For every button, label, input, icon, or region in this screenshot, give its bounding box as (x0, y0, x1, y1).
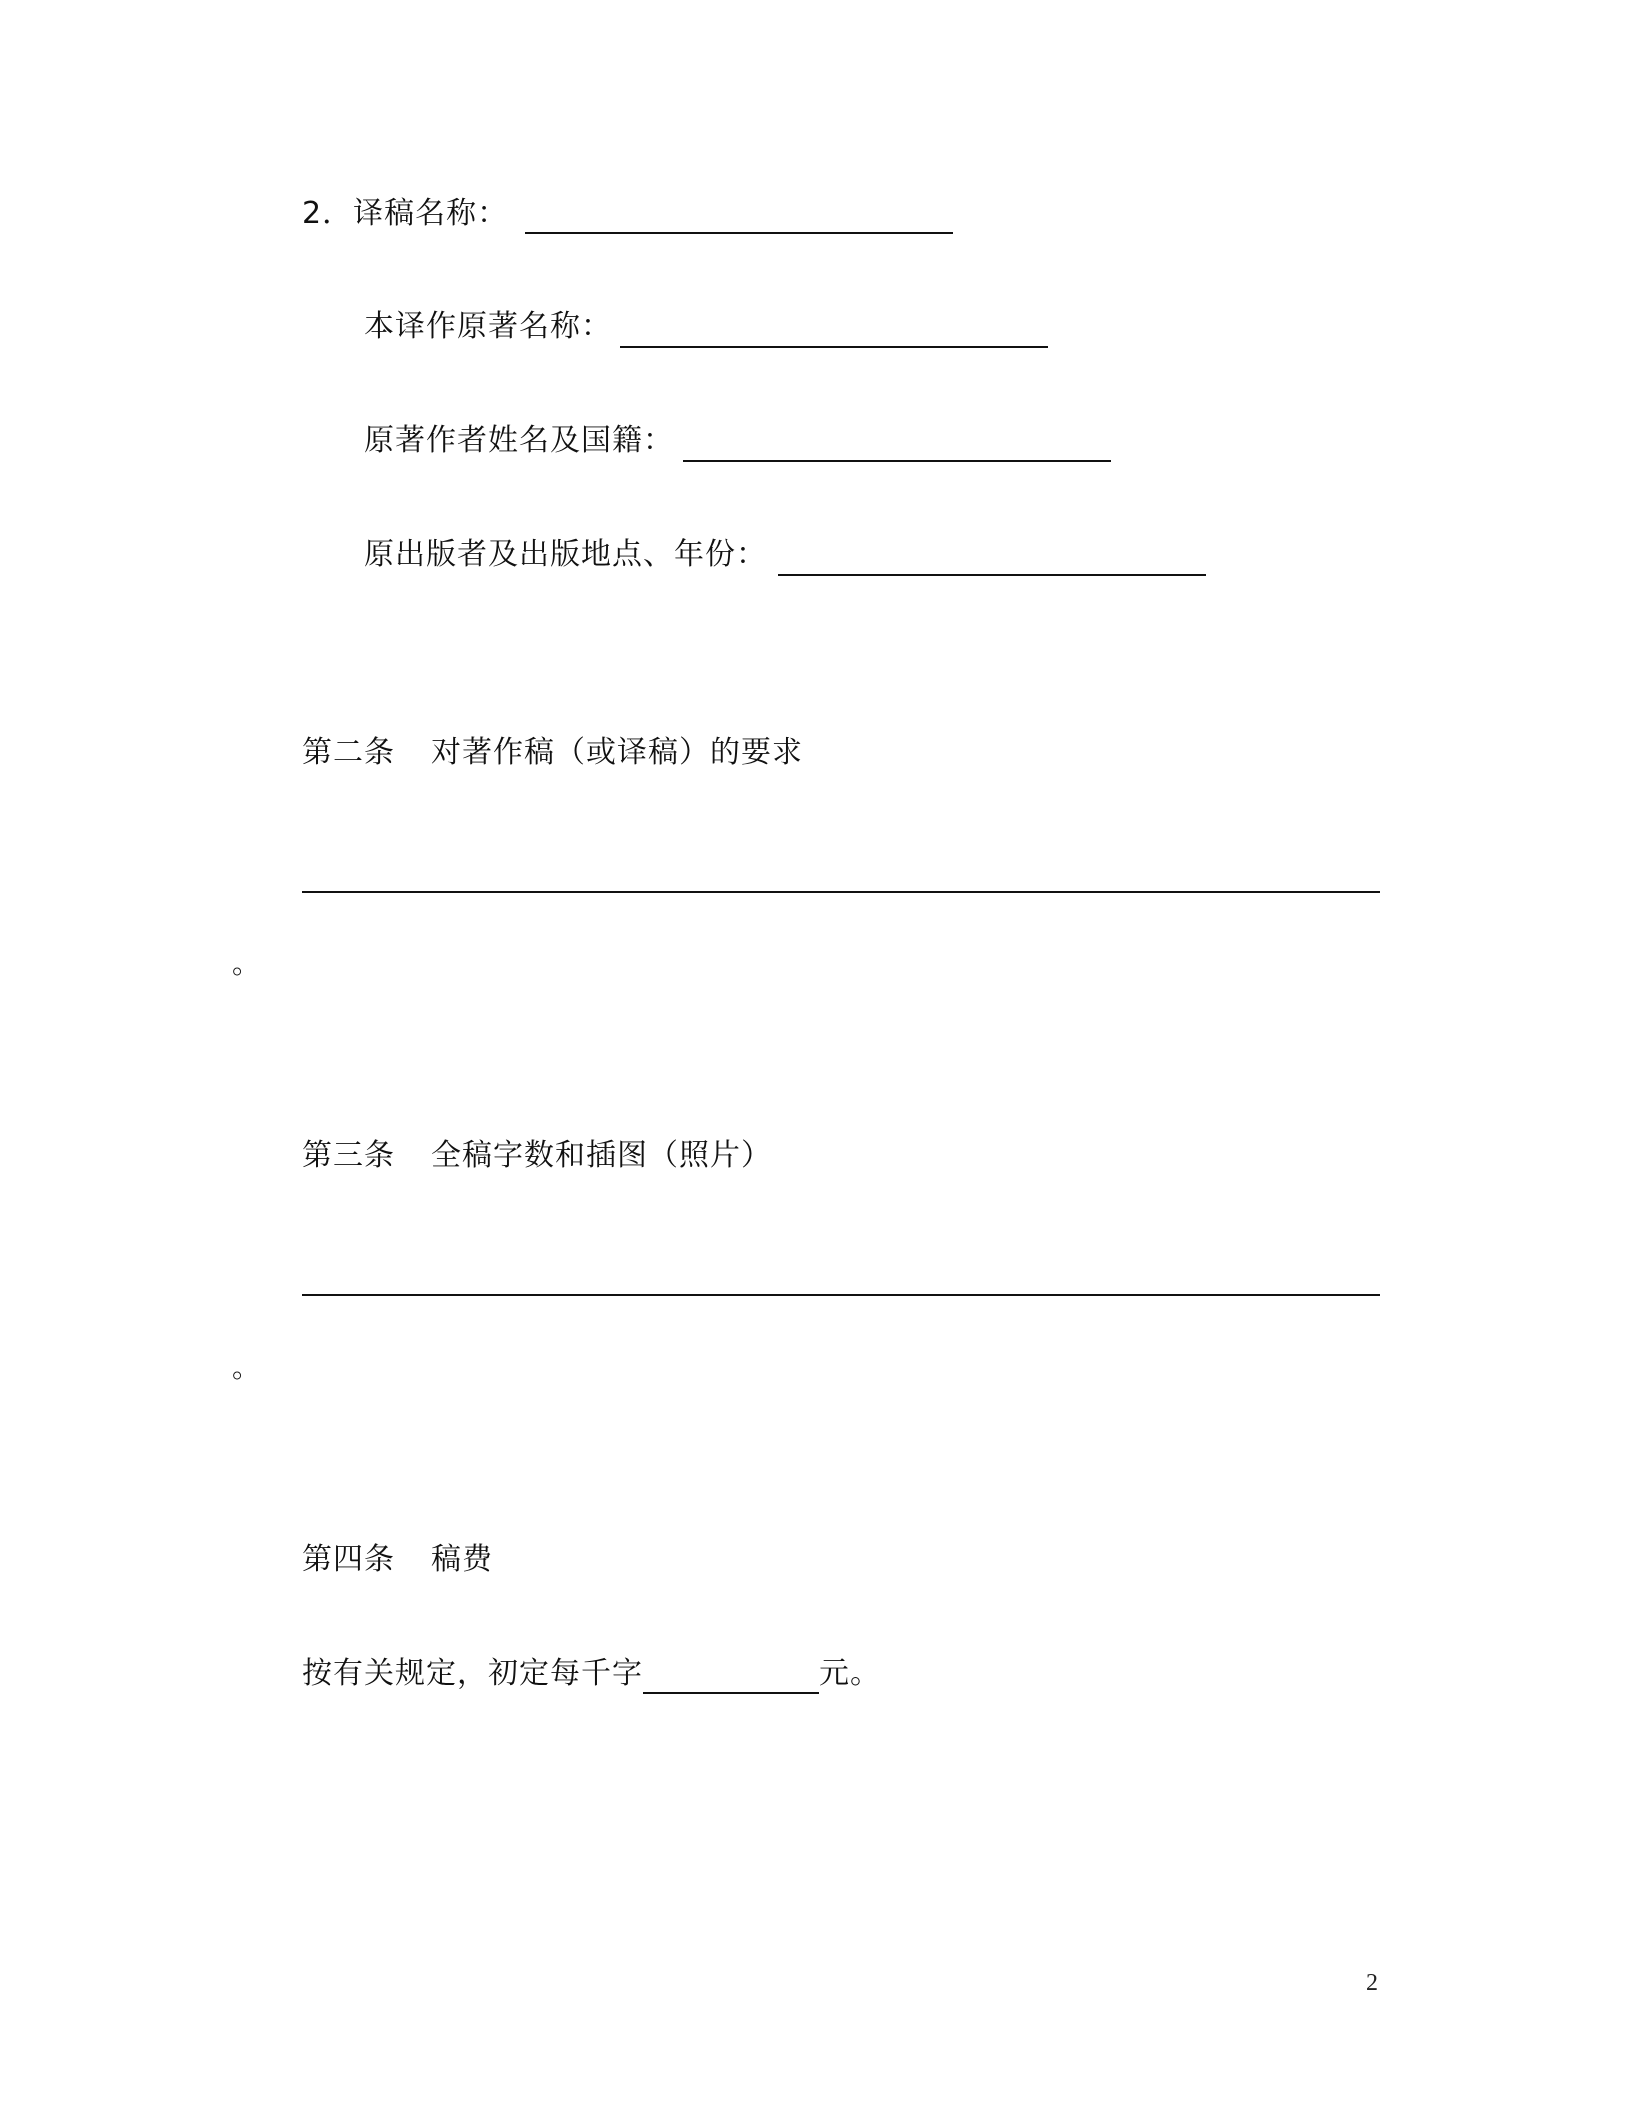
article2-title: 对著作稿（或译稿）的要求 (431, 735, 803, 770)
article3-title: 全稿字数和插图（照片） (431, 1138, 772, 1173)
article4-title: 稿费 (431, 1542, 493, 1577)
translation-title-label-text: 2．译稿名称： (302, 196, 509, 231)
original-title-blank[interactable] (620, 346, 1048, 348)
original-title-label-text: 本译作原著名称： (364, 309, 612, 344)
original-author-label-text: 原著作者姓名及国籍： (364, 423, 674, 458)
original-author-label (364, 421, 674, 461)
original-publisher-blank[interactable] (778, 574, 1206, 576)
article4-heading (302, 1540, 493, 1580)
translation-title-blank[interactable] (525, 232, 953, 234)
article3-wordcount-blank[interactable] (302, 1294, 1380, 1296)
article2-heading (302, 733, 803, 773)
article4-number: 第四条 (302, 1542, 395, 1577)
original-publisher-label (364, 535, 767, 575)
fee-text-before: 按有关规定，初定每千字 (302, 1656, 643, 1691)
original-title-label (364, 307, 612, 347)
original-author-blank[interactable] (683, 460, 1111, 462)
article3-end-mark: 。 (232, 1351, 261, 1384)
article3-number: 第三条 (302, 1138, 395, 1173)
article2-number: 第二条 (302, 735, 395, 770)
article4-fee-line (302, 1654, 881, 1694)
translation-title-label (302, 194, 508, 234)
fee-per-thousand-blank[interactable] (643, 1658, 819, 1694)
page-number: 2 (1366, 1970, 1378, 1996)
article2-requirements-blank[interactable] (302, 891, 1380, 893)
original-publisher-label-text: 原出版者及出版地点、年份： (364, 537, 767, 572)
fee-text-after: 元。 (819, 1656, 881, 1691)
article3-heading (302, 1136, 772, 1176)
article2-end-mark: 。 (232, 947, 261, 980)
